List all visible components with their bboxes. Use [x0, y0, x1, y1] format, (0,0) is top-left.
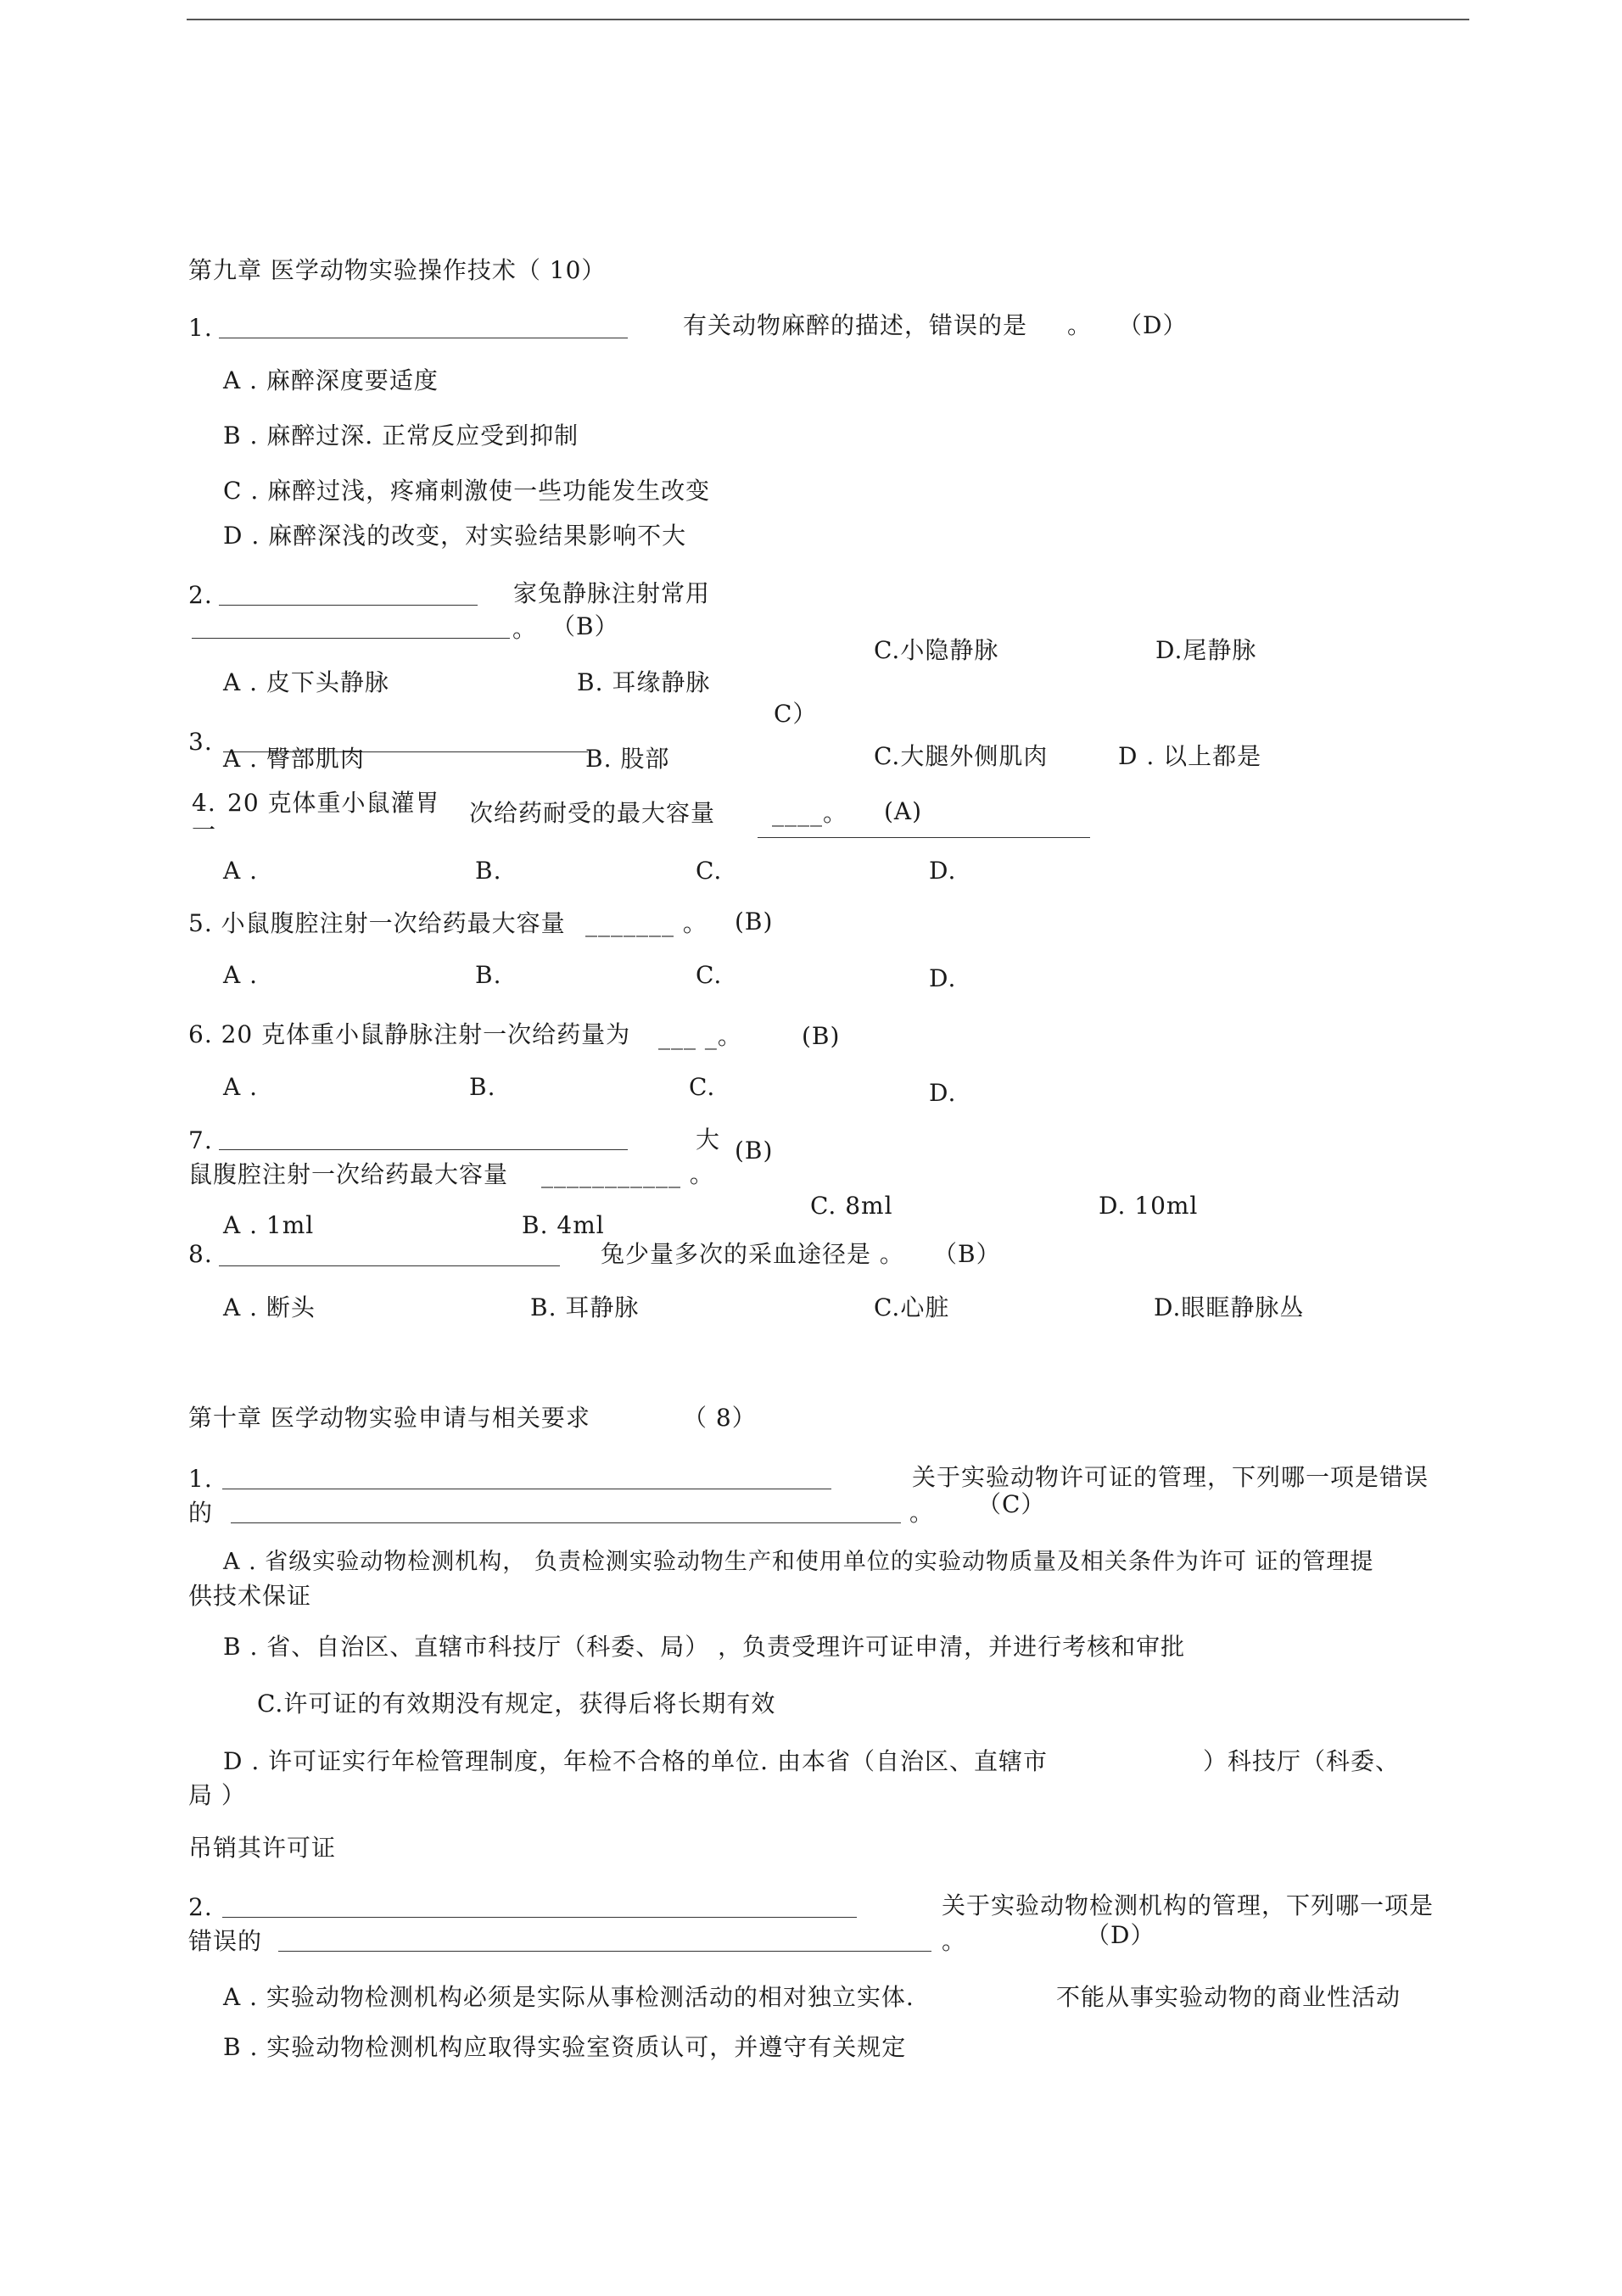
q2-answer: （B） [551, 612, 619, 640]
q5-option-b: B. [475, 961, 502, 989]
chapter-9-title: 第九章 医学动物实验操作技术（ 10） [188, 256, 607, 284]
q1-answer: （D） [1118, 311, 1188, 339]
q4-blank: ____。 [772, 799, 848, 827]
q1-number: 1. [188, 314, 213, 342]
q4-option-d: D. [929, 857, 957, 885]
ch10-q1-option-c: C.许可证的有效期没有规定，获得后将长期有效 [257, 1690, 776, 1718]
q5-option-d: D. [929, 964, 957, 992]
q3-option-c: C.大腿外侧肌肉 [874, 742, 1049, 770]
q2-stem: 家兔静脉注射常用 [513, 579, 711, 607]
q8-option-c: C.心脏 [874, 1293, 950, 1321]
q4-stem-part1: 20 克体重小鼠灌胃 [227, 789, 440, 817]
ch10-q2-number: 2. [188, 1893, 213, 1921]
q1-option-a: A . 麻醉深度要适度 [223, 366, 439, 394]
chapter-10-title: 第十章 医学动物实验申请与相关要求 [188, 1404, 590, 1432]
q8-answer: （B） [933, 1240, 1001, 1268]
q7-blank: ___________ 。 [541, 1160, 714, 1188]
ch10-q1-stem: 关于实验动物许可证的管理，下列哪一项是错误 [912, 1463, 1429, 1491]
q2-option-c: C.小隐静脉 [874, 636, 999, 664]
q2-option-a: A . 皮下头静脉 [223, 668, 389, 696]
q1-stem-end: 。 [1067, 311, 1093, 339]
ch10-q1-period: 。 [909, 1499, 935, 1527]
q8-option-b: B. 耳静脉 [530, 1293, 640, 1321]
q2-option-d: D.尾静脉 [1155, 636, 1257, 664]
ch10-q2-period: 。 [942, 1927, 967, 1955]
q7-number: 7. [188, 1126, 213, 1154]
ch10-q1-option-a-line1: A . 省级实验动物检测机构， 负责检测实验动物生产和使用单位的实验动物质量及相关条件为许可 证的管理提 [223, 1549, 1374, 1575]
ch10-q1-option-d-line1: D . 许可证实行年检管理制度，年检不合格的单位. 由本省（自治区、直辖市 [223, 1747, 1048, 1775]
q6-option-d: D. [929, 1079, 957, 1107]
q4-option-a: A . [223, 857, 259, 885]
q7-stem-part1: 大 [696, 1126, 721, 1154]
q7-stem-part2: 鼠腹腔注射一次给药最大容量 [188, 1160, 509, 1188]
ch10-q1-blank-line-2 [231, 1522, 901, 1523]
q5-option-c: C. [696, 961, 723, 989]
q8-blank-line [219, 1265, 560, 1266]
q8-option-a: A . 断头 [223, 1293, 316, 1321]
ch10-q1-stem-end: 的 [188, 1499, 214, 1527]
ch10-q2-option-a-cont: 不能从事实验动物的商业性活动 [1056, 1983, 1401, 2011]
q2-blank-line-1 [219, 605, 478, 606]
q6-blank: ___ _。 [658, 1022, 742, 1050]
q2-blank-line-2 [192, 638, 510, 639]
q2-option-b: B. 耳缘静脉 [577, 668, 711, 696]
q1-stem: 有关动物麻醉的描述，错误的是 [683, 311, 1028, 339]
q6-option-a: A . [223, 1073, 259, 1101]
q2-stem-end: 。 [512, 615, 538, 643]
q7-option-d: D. 10ml [1099, 1192, 1199, 1220]
q5-answer: (B) [735, 908, 774, 936]
q6-answer: (B) [802, 1022, 841, 1050]
ch10-q2-stem: 关于实验动物检测机构的管理，下列哪一项是 [942, 1891, 1435, 1919]
ch10-q1-answer: （C） [977, 1490, 1046, 1518]
ch10-q1-option-a-line2: 供技术保证 [188, 1582, 312, 1610]
q1-option-c: C . 麻醉过浅，疼痛刺激使一些功能发生改变 [223, 477, 711, 505]
q5-stem: 5. 小鼠腹腔注射一次给药最大容量 [188, 909, 566, 937]
q4-option-b: B. [475, 857, 502, 885]
q6-option-c: C. [689, 1073, 716, 1101]
q1-option-b: B . 麻醉过深. 正常反应受到抑制 [223, 422, 579, 450]
q5-option-a: A . [223, 961, 259, 989]
ch10-q1-option-b: B . 省、自治区、直辖市科技厅（科委、局） ，负责受理许可证申清，并进行考核和审批 [223, 1633, 1186, 1661]
q6-stem: 6. 20 克体重小鼠静脉注射一次给药量为 [188, 1020, 631, 1048]
q1-option-d: D . 麻醉深浅的改变，对实验结果影响不大 [223, 522, 687, 550]
header-rule [187, 19, 1469, 20]
ch10-q2-blank-line-1 [222, 1917, 857, 1918]
q4-stem-dash: 一 [192, 816, 217, 844]
ch10-q2-answer: （D） [1086, 1921, 1155, 1949]
q3-option-b: B. 股部 [585, 745, 670, 773]
ch10-q2-blank-line-2 [278, 1951, 931, 1952]
q2-number: 2. [188, 581, 213, 609]
q7-answer: (B) [735, 1137, 774, 1165]
ch10-q2-option-b: B . 实验动物检测机构应取得实验室资质认可，并遵守有关规定 [223, 2033, 907, 2061]
q7-option-c: C. 8ml [810, 1192, 893, 1220]
chapter-10-count: （ 8） [683, 1404, 757, 1432]
q3-option-a: A . 臀部肌肉 [223, 745, 365, 773]
q4-number: 4. [192, 789, 216, 817]
ch10-q1-number: 1. [188, 1465, 213, 1493]
q7-option-b: B. 4ml [522, 1211, 605, 1239]
ch10-q1-option-d-line2: 局 ） [188, 1781, 246, 1809]
ch10-q1-option-d-line3: 吊销其许可证 [188, 1834, 337, 1862]
q8-stem: 兔少量多次的采血途径是 。 [601, 1240, 904, 1268]
q8-option-d: D.眼眶静脉丛 [1154, 1293, 1305, 1321]
q3-answer: C） [774, 700, 818, 728]
q7-option-a: A . 1ml [223, 1211, 315, 1239]
q4-option-c: C. [696, 857, 723, 885]
q3-number: 3. [188, 728, 213, 756]
q4-answer: (A) [884, 797, 923, 825]
q4-underline [758, 837, 1090, 838]
q5-blank: _______ 。 [585, 909, 708, 937]
ch10-q2-option-a: A . 实验动物检测机构必须是实际从事检测活动的相对独立实体. [223, 1983, 914, 2011]
q4-stem-part2: 次给药耐受的最大容量 [469, 799, 716, 827]
q3-option-d: D . 以上都是 [1118, 742, 1262, 770]
q6-option-b: B. [469, 1073, 496, 1101]
q7-blank-line [219, 1149, 628, 1150]
q8-number: 8. [188, 1240, 213, 1268]
ch10-q2-stem-end: 错误的 [188, 1927, 263, 1955]
ch10-q1-option-d-line1-end: ）科技厅（科委、 [1203, 1747, 1401, 1775]
